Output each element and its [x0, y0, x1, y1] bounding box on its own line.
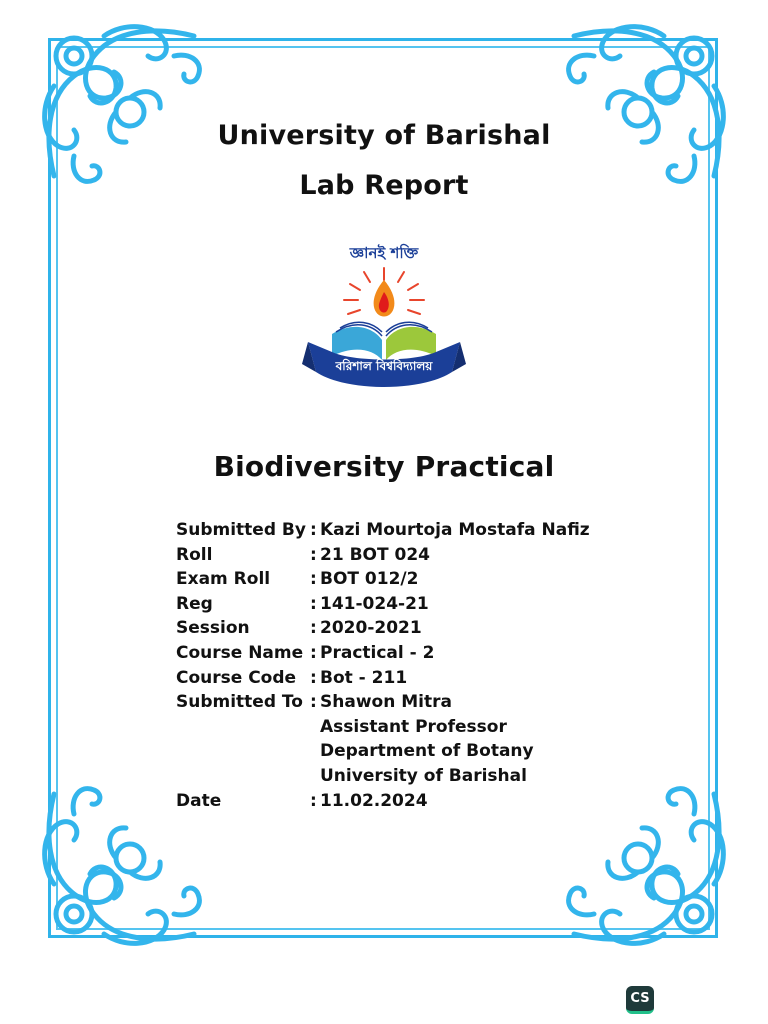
- colon: :: [310, 692, 317, 713]
- date-value: 11.02.2024: [320, 790, 428, 811]
- camscanner-badge: CS: [626, 986, 654, 1014]
- detail-row-course-code: [176, 666, 656, 691]
- session-label: Session: [176, 618, 250, 639]
- detail-row-session: [176, 616, 656, 641]
- submitted-to-department: Department of Botany: [320, 741, 534, 762]
- colon: :: [310, 618, 317, 639]
- colon: :: [310, 790, 317, 811]
- course-code-value: Bot - 211: [320, 667, 408, 688]
- detail-row-submitted-to: [176, 690, 656, 715]
- logo-motto: জ্ঞানই শক্তি: [349, 244, 419, 262]
- session-value: 2020-2021: [320, 618, 422, 639]
- detail-row-roll: [176, 543, 656, 568]
- roll-value: 21 BOT 024: [320, 544, 430, 565]
- exam-roll-value: BOT 012/2: [320, 569, 419, 590]
- colon: :: [310, 593, 317, 614]
- university-title: University of Barishal: [217, 120, 551, 151]
- submitted-by-value: Kazi Mourtoja Mostafa Nafiz: [320, 520, 590, 540]
- corner-ornament-top-left: [34, 16, 214, 196]
- detail-row-submitted-by: [176, 518, 656, 543]
- course-title: Biodiversity Practical: [213, 450, 555, 483]
- detail-row-exam-roll: [176, 567, 656, 592]
- report-type-title: Lab Report: [299, 170, 469, 201]
- colon: :: [310, 520, 317, 540]
- colon: :: [310, 569, 317, 590]
- course-name-value: Practical - 2: [320, 642, 435, 663]
- corner-ornament-top-right: [554, 16, 734, 196]
- submitted-to-title: Assistant Professor: [320, 716, 507, 737]
- submitted-to-label: Submitted To: [176, 692, 303, 713]
- colon: :: [310, 544, 317, 565]
- submitted-to-name: Shawon Mitra: [320, 692, 452, 713]
- exam-roll-label: Exam Roll: [176, 569, 271, 590]
- course-code-label: Course Code: [176, 667, 297, 688]
- detail-row-date: [176, 789, 656, 814]
- colon: :: [310, 642, 317, 663]
- submitted-by-label: Submitted By: [176, 520, 306, 540]
- detail-row-course-name: [176, 641, 656, 666]
- roll-label: Roll: [176, 544, 213, 565]
- submission-details: [176, 518, 656, 813]
- submitted-to-university: University of Barishal: [320, 765, 527, 786]
- university-logo: [302, 236, 466, 404]
- date-label: Date: [176, 790, 222, 811]
- course-name-label: Course Name: [176, 642, 304, 663]
- reg-label: Reg: [176, 593, 213, 614]
- colon: :: [310, 667, 317, 688]
- reg-value: 141-024-21: [320, 593, 429, 614]
- logo-university-name: বরিশাল বিশ্ববিদ্যালয়: [335, 359, 433, 373]
- detail-row-reg: [176, 592, 656, 617]
